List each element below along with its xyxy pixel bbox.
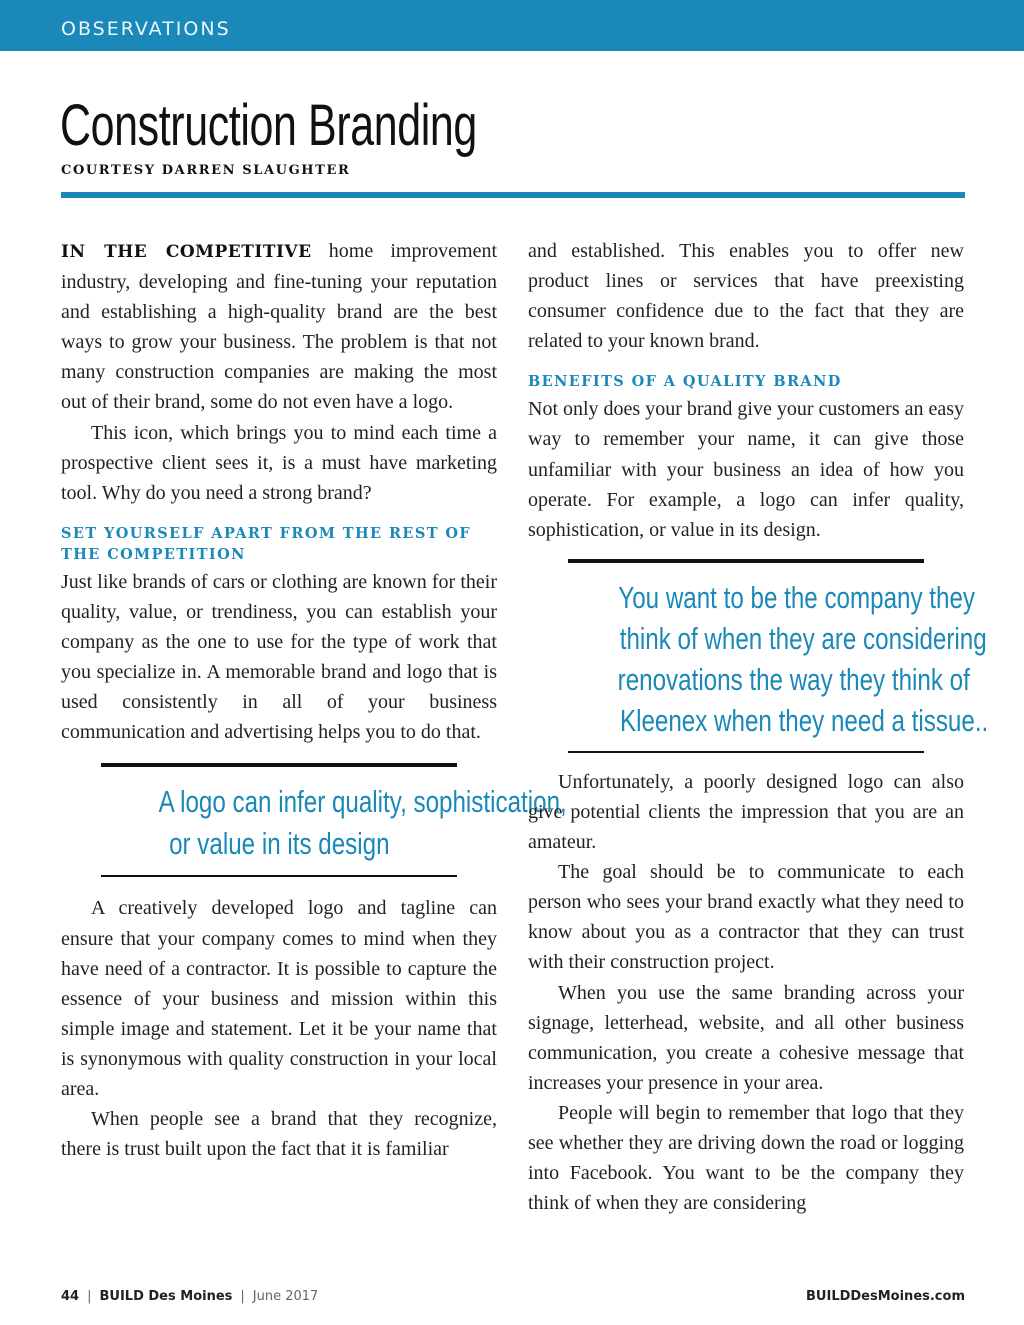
- pull-quote-bottom-rule: [568, 751, 924, 753]
- publication-name: BUILD Des Moines: [99, 1289, 233, 1304]
- page-number: 44: [61, 1289, 80, 1304]
- pull-quote-line: A logo can infer quality, sophistication,: [158, 784, 567, 820]
- pull-quote-bottom-rule: [101, 875, 457, 877]
- paragraph: [61, 236, 497, 418]
- title-divider: [61, 192, 965, 198]
- paragraph: When people see a brand that they recognize, there is trust built upon the fact that it is familiar: [61, 1108, 497, 1161]
- pull-quote-line: think of when they are considering: [619, 620, 987, 656]
- pull-quote-kleenex: [568, 559, 989, 753]
- lead-in: IN THE COMPETITIVE: [61, 242, 312, 262]
- paragraph-text: home improvement industry, developing and fine-tuning your reputation and establishing a high-quality brand are the best ways to grow your business. The problem is that not many construction companies are making the most out of their brand, some do not even have a logo.: [61, 240, 498, 414]
- subhead-set-apart: SET YOURSELF APART FROM THE REST OF THE COMPETITION: [61, 524, 472, 563]
- paragraph: and established. This enables you to offer new product lines or services that have preexisting consumer confidence due to the fact that they are related to your known brand.: [528, 240, 964, 353]
- right-column: [528, 236, 989, 1218]
- paragraph: The goal should be to communicate to each person who sees your brand exactly what they need to know about you as a contractor that they can trust with their construction project.: [528, 861, 964, 974]
- issue-date: June 2017: [252, 1289, 319, 1304]
- pull-quote-text: [568, 563, 989, 751]
- pull-quote-line: or value in its design: [168, 826, 390, 862]
- pull-quote-line: Kleenex when they need a tissue..: [619, 702, 989, 738]
- pull-quote-line: renovations the way they think of: [617, 661, 970, 697]
- paragraph: When you use the same branding across your signage, letterhead, website, and all other business communication, you create a cohesive message that increases your presence in your area.: [528, 981, 964, 1094]
- subhead-benefits: BENEFITS OF A QUALITY BRAND: [528, 373, 842, 391]
- pull-quote-line: You want to be the company they: [618, 579, 975, 615]
- byline: COURTESY DARREN SLAUGHTER: [61, 163, 351, 178]
- article-title: Construction Branding: [60, 93, 477, 158]
- paragraph: A creatively developed logo and tagline can ensure that your company comes to mind when they have need of a contractor. It is possible to capture the essence of your business and mission within this simple image and statement. Let it be your name that is synonymous with quality construction in your local area.: [61, 897, 497, 1100]
- website-link[interactable]: BUILDDesMoines.com: [806, 1289, 965, 1304]
- left-column: [61, 236, 567, 1164]
- section-label: OBSERVATIONS: [61, 18, 231, 40]
- pull-quote-logo: [101, 763, 567, 877]
- paragraph: People will begin to remember that logo that they see whether they are driving down the road or logging into Facebook. You want to be the company they think of when they are considering: [528, 1101, 964, 1215]
- paragraph: Unfortunately, a poorly designed logo can also give potential clients the impression that you are an amateur.: [528, 770, 964, 854]
- section-header-bar: [0, 0, 1024, 51]
- footer-separator: |: [240, 1289, 245, 1304]
- paragraph: Just like brands of cars or clothing are known for their quality, value, or trendiness, you can establish your company as the one to use for the type of work that you specialize in. A memorable brand and logo that is used consistently in all of your business communication and advertising helps you to do that.: [61, 570, 497, 744]
- paragraph: Not only does your brand give your customers an easy way to remember your name, it can give those unfamiliar with your business an idea of how you operate. For example, a logo can infer quality, sophistication, or value in its design.: [528, 398, 965, 541]
- pull-quote-text: [101, 767, 567, 875]
- footer-left: [61, 1289, 318, 1304]
- paragraph: This icon, which brings you to mind each time a prospective client sees it, is a must have marketing tool. Why do you need a strong brand?: [61, 421, 497, 504]
- footer-separator: |: [87, 1289, 92, 1304]
